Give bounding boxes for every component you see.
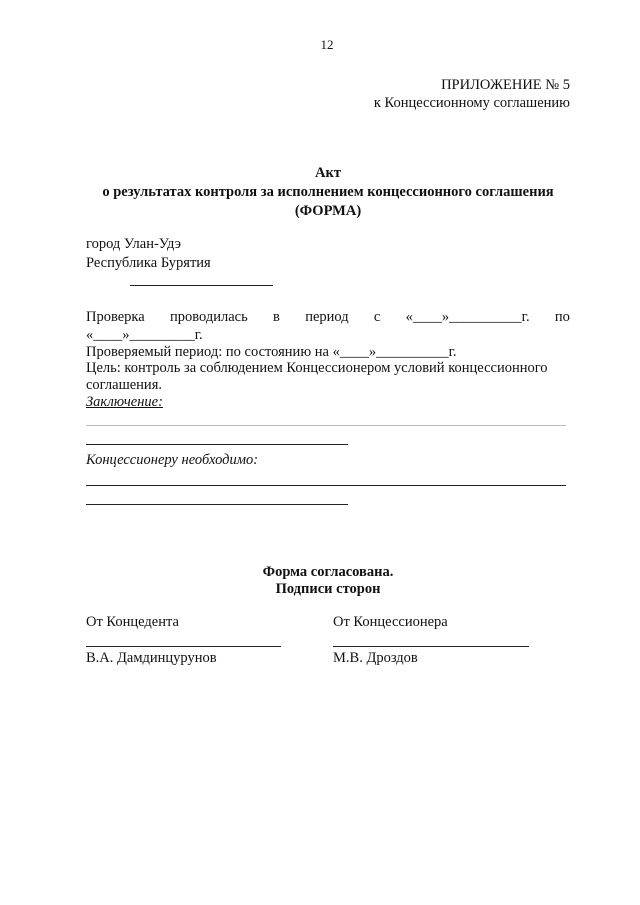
word: период: [305, 309, 349, 325]
signature-right-line: [333, 646, 529, 647]
needs-line-2: [86, 504, 348, 505]
word: с: [373, 309, 381, 325]
word: в: [273, 309, 280, 325]
needs-line-1: [86, 485, 566, 486]
signature-right-name: М.В. Дроздов: [333, 650, 418, 666]
inspection-line-2: «____»_________г.: [86, 327, 203, 343]
date-blank-line: [130, 285, 273, 286]
appendix-title: ПРИЛОЖЕНИЕ № 5: [441, 77, 570, 93]
appendix-subtitle: к Концессионному соглашению: [373, 95, 570, 111]
conclusion-line-2: [86, 444, 348, 445]
inspection-goal-line-2: соглашения.: [86, 377, 162, 393]
word: Проверка: [86, 309, 145, 325]
conclusion-line-1: [86, 425, 566, 426]
concessionaire-needs-label: Концессионеру необходимо:: [86, 452, 259, 468]
act-subtitle: о результатах контроля за исполнением концессионного соглашения: [102, 184, 554, 200]
approval-title: Форма согласована.: [262, 564, 394, 580]
word: проводилась: [170, 309, 248, 325]
inspection-goal-line-1: Цель: контроль за соблюдением Концессионером условий концессионного: [86, 360, 548, 376]
republic: Республика Бурятия: [86, 255, 211, 271]
word: «____»__________г.: [405, 309, 530, 325]
inspection-line-1: [86, 309, 570, 326]
city: город Улан-Удэ: [86, 236, 182, 252]
inspection-period: Проверяемый период: по состоянию на «____»__________г.: [86, 344, 457, 360]
approval-subtitle: Подписи сторон: [275, 581, 381, 597]
signature-right-party: От Концессионера: [333, 614, 448, 630]
word: по: [554, 309, 570, 325]
act-form-label: (ФОРМА): [294, 203, 362, 219]
conclusion-label: Заключение:: [86, 394, 163, 410]
act-title: Акт: [315, 165, 341, 181]
page-number: 12: [320, 37, 334, 52]
signature-left-party: От Концедента: [86, 614, 179, 630]
signature-left-name: В.А. Дамдинцурунов: [86, 650, 217, 666]
signature-left-line: [86, 646, 281, 647]
